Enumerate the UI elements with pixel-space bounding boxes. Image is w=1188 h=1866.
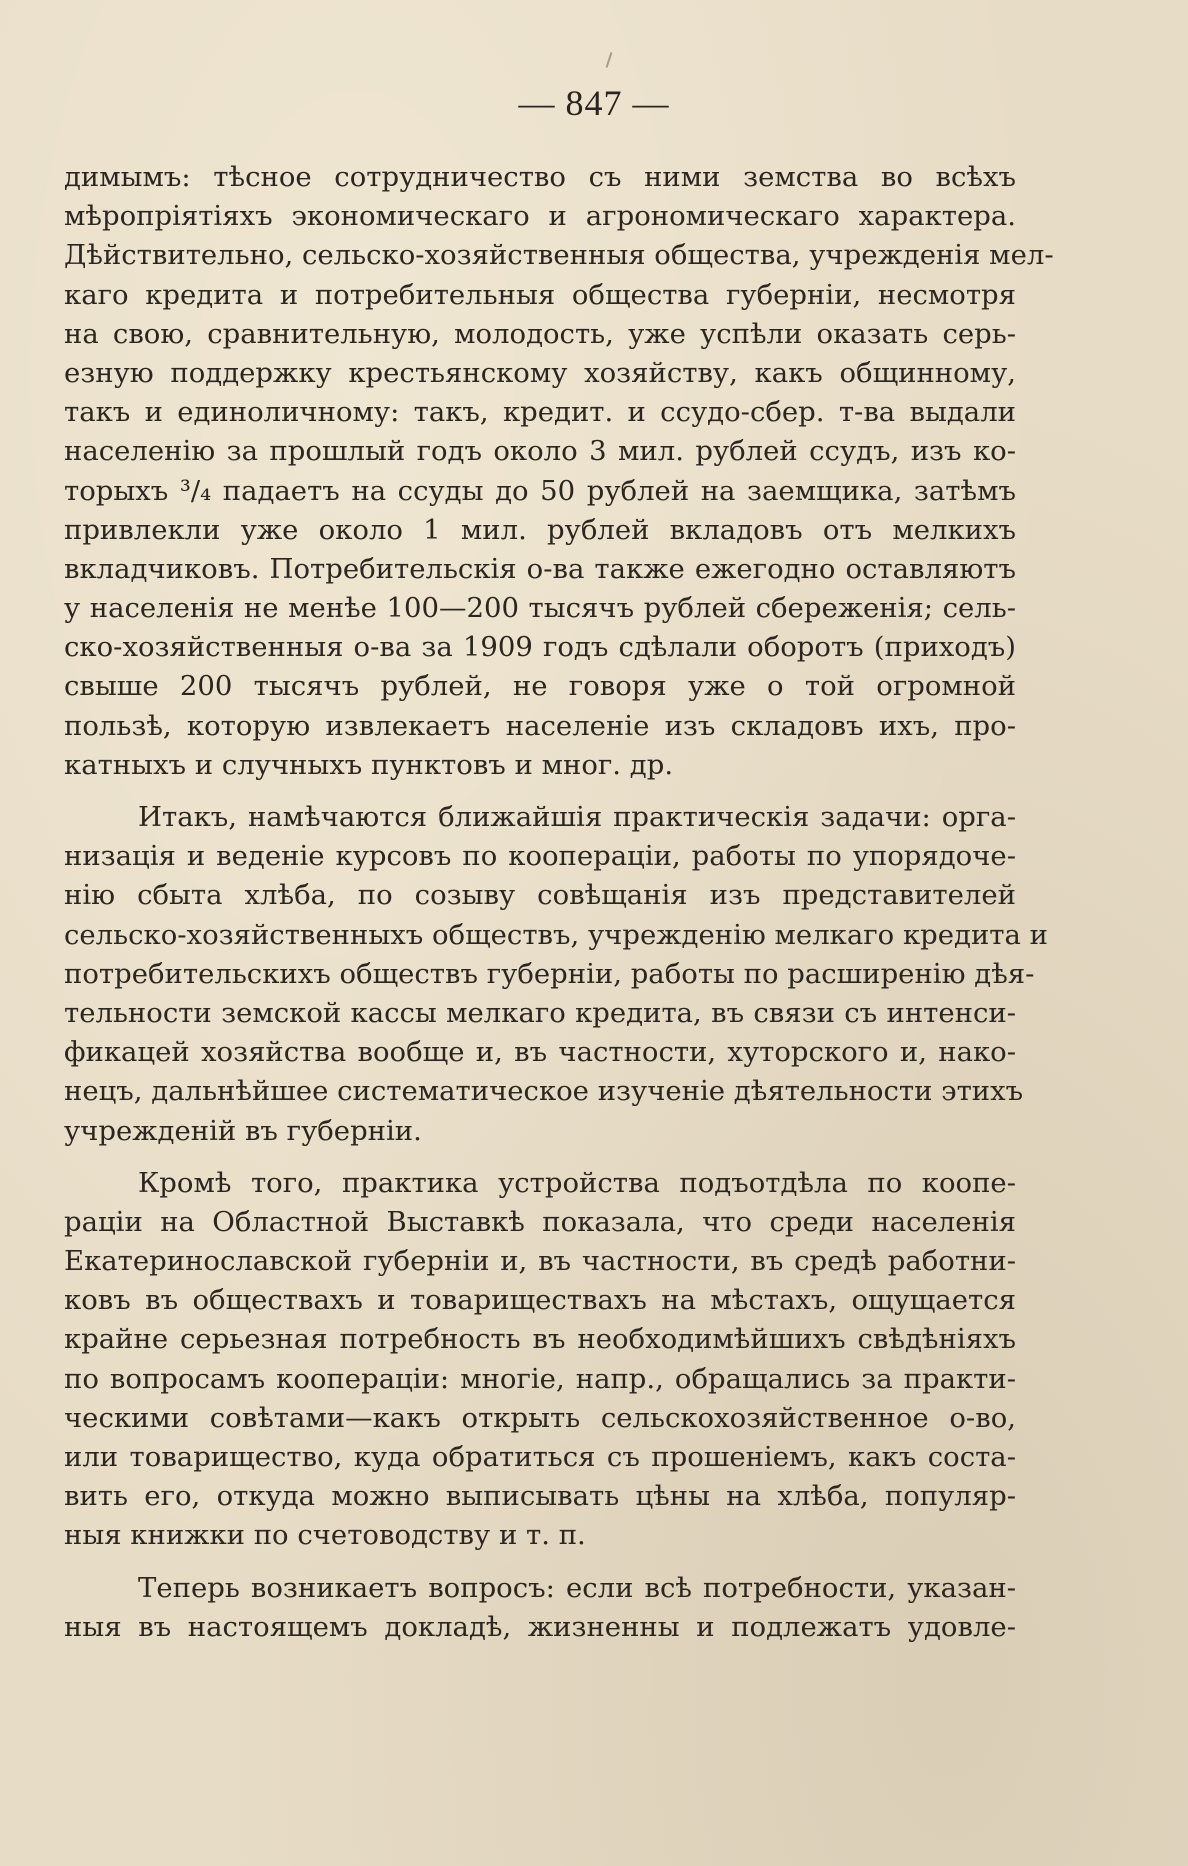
text-line: населенію за прошлый годъ около 3 мил. рублей ссудъ, изъ ко- — [64, 435, 1016, 468]
text-line: низація и веденіе курсовъ по коопераціи, работы по упорядоче- — [64, 840, 1016, 873]
paragraph — [64, 1569, 1016, 1647]
text-line: Кромѣ того, практика устройства подъотдѣла по коопе- — [138, 1166, 1016, 1199]
text-line: нецъ, дальнѣйшее систематическое изученіе дѣятельности этихъ — [64, 1075, 1024, 1108]
text-line: ковъ въ обществахъ и товариществахъ на мѣстахъ, ощущается — [64, 1284, 1016, 1317]
text-line: крайне серьезная потребность въ необходимѣйшихъ свѣдѣніяхъ — [64, 1323, 1016, 1356]
text-line: каго кредита и потребительныя общества губерніи, несмотря — [64, 278, 1016, 311]
text-line: такъ и единоличному: такъ, кредит. и ссудо-сбер. т-ва выдали — [64, 396, 1016, 429]
text-line: Теперь возникаетъ вопросъ: если всѣ потребности, указан- — [138, 1571, 1016, 1604]
text-line: езную поддержку крестьянскому хозяйству, какъ общинному, — [64, 356, 1016, 389]
text-line: потребительскихъ обществъ губерніи, работы по расширенію дѣя- — [64, 957, 1035, 990]
text-line: свыше 200 тысячъ рублей, не говоря уже о той огромной — [64, 670, 1016, 703]
text-line: ныя въ настоящемъ докладѣ, жизненны и подлежатъ удовле- — [64, 1610, 1016, 1643]
text-line: привлекли уже около 1 мил. рублей вкладовъ отъ мелкихъ — [64, 513, 1016, 546]
page-number: — 847 — — [518, 83, 670, 123]
text-line: катныхъ и случныхъ пунктовъ и мног. др. — [64, 748, 674, 781]
text-line: пользѣ, которую извлекаетъ населеніе изъ складовъ ихъ, про- — [64, 709, 1016, 742]
text-line: димымъ: тѣсное сотрудничество съ ними земства во всѣхъ — [64, 161, 1016, 193]
stray-pencil-mark — [606, 52, 613, 68]
text-line: мѣропріятіяхъ экономическаго и агрономическаго характера. — [64, 200, 1016, 233]
paragraph — [64, 798, 1048, 1151]
text-line: ныя книжки по счетоводству и т. п. — [64, 1519, 586, 1552]
text-line: или товарищество, куда обратиться съ прошеніемъ, какъ соста- — [64, 1441, 1016, 1473]
text-line: сельско-хозяйственныхъ обществъ, учрежденію мелкаго кредита и — [64, 918, 1048, 951]
text-line: вкладчиковъ. Потребительскія о-ва также ежегодно оставляютъ — [64, 552, 1016, 585]
text-line: у населенія не менѣе 100—200 тысячъ рублей сбереженія; сель- — [64, 592, 1016, 625]
text-line: нію сбыта хлѣба, по созыву совѣщанія изъ представителей — [64, 879, 1016, 912]
text-line: тельности земской кассы мелкаго кредита, въ связи съ интенси- — [64, 996, 1016, 1029]
text-line: вить его, откуда можно выписывать цѣны на хлѣба, популяр- — [64, 1480, 1016, 1513]
text-line: Екатеринославской губерніи и, въ частности, въ средѣ работни- — [64, 1245, 1016, 1278]
text-line: торыхъ ³/₄ падаетъ на ссуды до 50 рублей на заемщика, затѣмъ — [64, 474, 1016, 507]
paragraph — [64, 1164, 1016, 1556]
text-line: фикацей хозяйства вообще и, въ частности, хуторского и, нако- — [64, 1036, 1016, 1069]
text-line: раціи на Областной Выставкѣ показала, что среди населенія — [64, 1205, 1016, 1238]
paragraph — [64, 158, 1054, 785]
text-line: по вопросамъ коопераціи: многіе, напр., обращались за практи- — [64, 1362, 1016, 1395]
text-line: на свою, сравнительную, молодость, уже успѣли оказать серь- — [64, 317, 1016, 350]
text-line: ско-хозяйственныя о-ва за 1909 годъ сдѣлали оборотъ (приходъ) — [64, 631, 1016, 664]
text-line: ческими совѣтами—какъ открыть сельскохозяйственное о-во, — [64, 1401, 1016, 1434]
text-line: Итакъ, намѣчаются ближайшія практическія задачи: орга- — [138, 801, 1016, 833]
text-line: учрежденій въ губерніи. — [64, 1114, 422, 1147]
body-text — [64, 158, 1054, 1647]
text-line: Дѣйствительно, сельско-хозяйственныя общества, учрежденія мел- — [64, 239, 1054, 272]
